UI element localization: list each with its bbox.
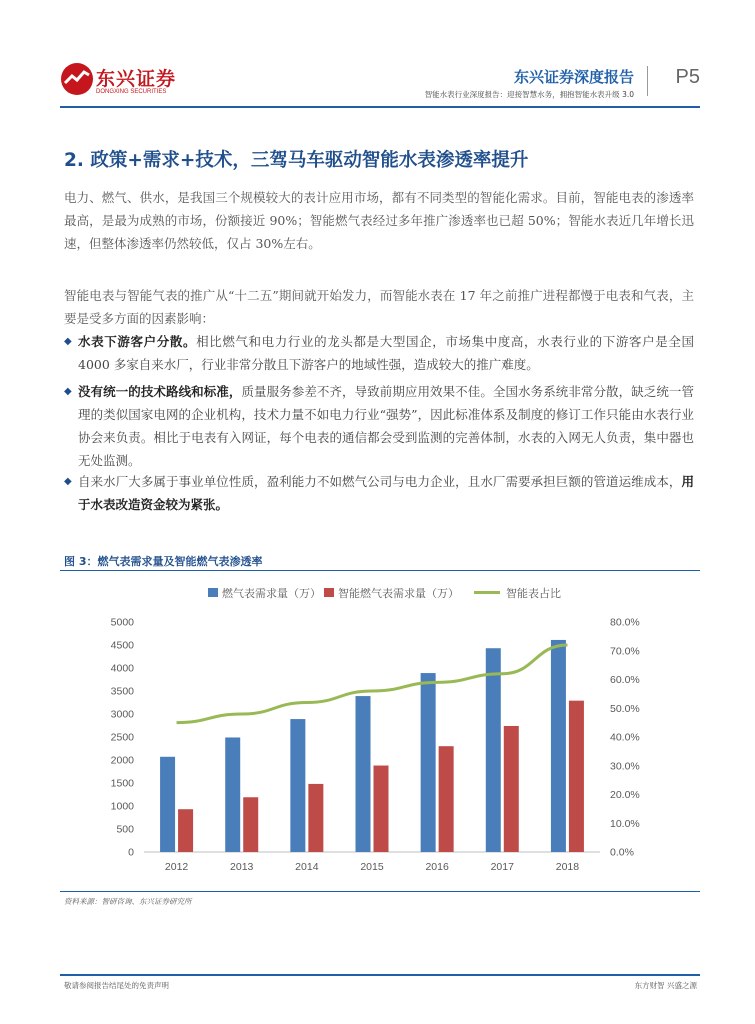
logo-text: 东兴证券: [96, 68, 177, 90]
paragraph-2: 智能电表与智能气表的推广从“十二五”期间就开始发力，而智能水表在 17 年之前推广进程都慢于电表和气表，主要是受多方面的因素影响：: [64, 288, 694, 326]
bar-smart-gas-meter-demand: [308, 784, 323, 852]
bullet-bold-tail: 用于水表改造资金较为紧张。: [78, 474, 694, 512]
source-rule: [60, 891, 700, 892]
bar-gas-meter-demand: [160, 757, 175, 852]
x-tick-label: 2017: [490, 861, 514, 873]
y-left-tick-label: 2500: [110, 731, 134, 744]
footer-slogan: 东方财智 兴盛之源: [634, 981, 697, 990]
y-left-tick-label: 4500: [110, 639, 134, 652]
y-right-tick-label: 50.0%: [610, 702, 640, 715]
legend-swatch: [208, 588, 218, 597]
footer-disclaimer: 敬请参阅报告结尾处的免责声明: [64, 981, 169, 990]
y-left-tick-label: 1500: [110, 777, 134, 790]
legend-swatch: [324, 588, 334, 597]
y-left-tick-label: 1000: [110, 800, 134, 813]
x-tick-label: 2018: [555, 861, 580, 873]
bullet-bold: 没有统一的技术路线和标准，: [78, 384, 242, 399]
y-left-tick-label: 2000: [110, 754, 134, 767]
figure-rule: [60, 570, 700, 571]
y-left-tick-label: 5000: [110, 616, 134, 629]
bar-smart-gas-meter-demand: [504, 726, 519, 852]
bullet-text: [64, 470, 694, 516]
bar-smart-gas-meter-demand: [439, 746, 454, 852]
y-left-tick-label: 3000: [110, 708, 134, 721]
line-smart-meter-share: [177, 645, 568, 723]
bar-smart-gas-meter-demand: [569, 701, 584, 852]
y-right-tick-label: 60.0%: [610, 674, 640, 686]
y-left-tick-label: 4000: [110, 662, 134, 675]
x-tick-label: 2012: [164, 861, 189, 873]
y-right-tick-label: 10.0%: [610, 817, 640, 830]
bullet-diamond-icon: ◆: [64, 476, 72, 487]
x-tick-label: 2013: [230, 861, 254, 873]
demand-penetration-chart: [62, 578, 702, 888]
report-name: 东兴证券深度报告: [513, 68, 634, 86]
bullet-body: 自来水厂大多属于事业单位性质，盈利能力不如燃气公司与电力企业，且水厂需要承担巨额的管道运维成本，: [78, 474, 682, 489]
x-tick-label: 2015: [360, 861, 384, 873]
report-subtitle: 智能水表行业深度报告：迎接智慧水务，拥抱智能水表升级 3.0: [424, 90, 634, 99]
bar-gas-meter-demand: [551, 640, 566, 852]
bullet-diamond-icon: ◆: [64, 386, 72, 397]
header-divider: [647, 66, 648, 96]
legend-label: 智能表占比: [506, 587, 561, 600]
y-right-tick-label: 40.0%: [610, 731, 640, 744]
bar-smart-gas-meter-demand: [243, 797, 258, 852]
paragraph-1: 电力、燃气、供水，是我国三个规模较大的表计应用市场，都有不同类型的智能化需求。目前，智能电表的渗透率最高，是最为成熟的市场，份额接近 90%；智能燃气表经过多年推广渗透率也已超 50%；智能水表近几年增长迅速，但整体渗透率仍然较低，仅占 30%左右。: [64, 190, 694, 251]
y-right-tick-label: 0.0%: [610, 846, 634, 859]
bullet-diamond-icon: ◆: [64, 336, 72, 347]
bar-gas-meter-demand: [225, 737, 240, 852]
page-header: [60, 60, 700, 105]
bar-gas-meter-demand: [290, 719, 305, 852]
bar-gas-meter-demand: [356, 696, 371, 852]
header-rule: [60, 106, 700, 108]
logo-subtext: DONGXING SECURITIES: [96, 89, 167, 95]
legend-label: 燃气表需求量（万）: [222, 587, 321, 600]
bullet-body: 质量服务参差不齐，导致前期应用效果不佳。全国水务系统非常分散，缺乏统一管理的类似国家电网的企业机构，技术力量不如电力行业“强势”，因此标准体系及制度的修订工作只能由水表行业协会来负责。相比于电表有入网证，每个电表的通信都会受到监测的完善体制，水表的入网无人负责，集中器也无处监测。: [78, 384, 694, 468]
y-left-tick-label: 3500: [110, 685, 134, 698]
bullet-item: [64, 330, 694, 376]
bullet-bold: 水表下游客户分散。: [78, 334, 197, 349]
logo-emblem-icon: [60, 62, 94, 96]
bar-smart-gas-meter-demand: [374, 766, 389, 852]
bullet-item: [64, 380, 694, 472]
figure-source: 资料来源：智研咨询、东兴证券研究所: [64, 897, 192, 906]
bar-smart-gas-meter-demand: [178, 809, 193, 852]
y-right-tick-label: 30.0%: [610, 760, 640, 773]
y-left-tick-label: 0: [128, 846, 134, 859]
figure-title: 图 3：燃气表需求量及智能燃气表渗透率: [64, 555, 263, 568]
bullet-item: [64, 470, 694, 516]
bullet-body: 相比燃气和电力行业的龙头都是大型国企，市场集中度高，水表行业的下游客户是全国 4000 多家自来水厂，行业非常分散且下游客户的地域性强，造成较大的推广难度。: [78, 334, 694, 372]
bullet-text: [64, 330, 694, 376]
y-right-tick-label: 80.0%: [610, 616, 640, 629]
page-number: P5: [675, 66, 700, 88]
bar-gas-meter-demand: [421, 673, 436, 852]
y-right-tick-label: 70.0%: [610, 645, 640, 658]
section-title: 2. 政策+需求+技术，三驾马车驱动智能水表渗透率提升: [64, 150, 529, 171]
footer-rule: [60, 974, 700, 976]
y-right-tick-label: 20.0%: [610, 789, 640, 801]
x-tick-label: 2016: [425, 861, 449, 873]
x-tick-label: 2014: [295, 861, 319, 873]
legend-label: 智能燃气表需求量（万）: [338, 587, 459, 600]
company-logo: [60, 60, 190, 104]
bullet-text: [64, 380, 694, 472]
y-left-tick-label: 500: [116, 823, 134, 836]
bar-gas-meter-demand: [486, 648, 501, 852]
